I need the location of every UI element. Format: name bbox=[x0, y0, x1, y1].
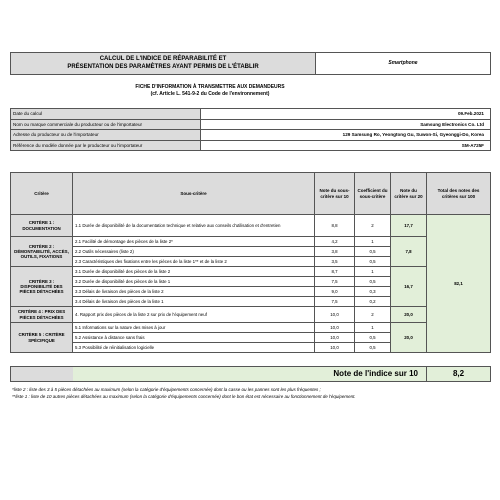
sous-critere-label: 5.3 Possibilité de réinitialisation logicielle bbox=[73, 343, 315, 353]
header-title-cell bbox=[11, 53, 316, 75]
sous-critere-label: 3.3 Délais de livraison des pièces de la liste 2 bbox=[73, 287, 315, 297]
critere-name: CRITÈRE 2 : DÉMONTABILITÉ, ACCÈS, OUTILS, FIXATIONS bbox=[11, 237, 73, 267]
sous-critere-coef: 1 bbox=[355, 237, 391, 247]
sous-critere-coef: 2 bbox=[355, 307, 391, 323]
sous-critere-note: 7,5 bbox=[315, 297, 355, 307]
sous-critere-note: 10,0 bbox=[315, 333, 355, 343]
sous-critere-note: 3,5 bbox=[315, 257, 355, 267]
table-row bbox=[11, 307, 491, 323]
critere-note: 16,7 bbox=[391, 267, 427, 307]
critere-name: CRITÈRE 4 : PRIX DES PIÈCES DÉTACHÉES bbox=[11, 307, 73, 323]
info-value: Samsung Electronics Co. Ltd bbox=[201, 119, 491, 130]
sous-critere-label: 2.3 Caractéristiques des fixations entre les pièces de la liste 1** et de la liste 2 bbox=[73, 257, 315, 267]
sous-critere-note: 10,0 bbox=[315, 323, 355, 333]
table-row bbox=[11, 215, 491, 237]
sous-critere-label: 5.1 Informations sur la nature des mises à jour bbox=[73, 323, 315, 333]
sous-critere-coef: 0,3 bbox=[355, 287, 391, 297]
sous-critere-label: 3.4 Délais de livraison des pièces de la liste 1 bbox=[73, 297, 315, 307]
final-score-value: 8,2 bbox=[427, 367, 491, 382]
sous-critere-label: 1.1 Durée de disponibilité de la documentation technique et relative aux conseils d'utilisation et d'entretien bbox=[73, 215, 315, 237]
sous-critere-note: 8,7 bbox=[315, 267, 355, 277]
footnote: **liste 1 : liste de 10 autres pièces détachées au maximum (selon la catégorie d'équipements concernée) dont le bon état est nécessaire au fonctionnement de l'équipement. bbox=[12, 394, 356, 400]
table-row bbox=[11, 323, 491, 333]
sous-critere-coef: 0,5 bbox=[355, 343, 391, 353]
sous-critere-label: 3.2 Durée de disponibilité des pièces de la liste 1 bbox=[73, 277, 315, 287]
footnotes bbox=[12, 386, 490, 400]
info-value: SM-A725F bbox=[201, 140, 491, 151]
info-value: 129 Samsung Ro, Yeongtong Gu, Suwon-Si, Gyeonggi-Do, Korea bbox=[201, 130, 491, 141]
page-title bbox=[13, 56, 313, 71]
critere-note: 20,0 bbox=[391, 307, 427, 323]
final-score-row bbox=[10, 366, 491, 382]
col-critere: Critère bbox=[11, 173, 73, 215]
final-score-label: Note de l'indice sur 10 bbox=[73, 367, 427, 382]
info-label: Date du calcul bbox=[11, 109, 201, 120]
info-label: Adresse du producteur ou de l'importateur bbox=[11, 130, 201, 141]
col-note-critere: Note du critère sur 20 bbox=[391, 173, 427, 215]
info-label: Référence du modèle donnée par le producteur ou l'importateur bbox=[11, 140, 201, 151]
sous-critere-coef: 0,5 bbox=[355, 247, 391, 257]
sous-critere-note: 10,0 bbox=[315, 343, 355, 353]
info-row bbox=[11, 109, 491, 120]
sous-critere-coef: 1 bbox=[355, 267, 391, 277]
sous-critere-note: 3,8 bbox=[315, 247, 355, 257]
product-type: Smartphone bbox=[388, 59, 418, 66]
sous-critere-coef: 0,5 bbox=[355, 277, 391, 287]
score-table bbox=[10, 172, 491, 353]
col-coef: Coefficient du sous-critère bbox=[355, 173, 391, 215]
table-row bbox=[11, 267, 491, 277]
info-row bbox=[11, 140, 491, 151]
col-note-sous: Note du sous-critère sur 10 bbox=[315, 173, 355, 215]
info-row bbox=[11, 119, 491, 130]
footnote: *liste 2 : liste des 3 à 5 pièces détachées au maximum (selon la catégorie d'équipements concernée) dont la casse ou les pannes sont les plus fréquentes ; bbox=[12, 387, 321, 392]
critere-name: CRITÈRE 1 : DOCUMENTATION bbox=[11, 215, 73, 237]
critere-note: 20,0 bbox=[391, 323, 427, 353]
score-table-header bbox=[11, 173, 491, 215]
product-type-cell bbox=[316, 53, 491, 75]
col-total: Total des notes des critères sur 100 bbox=[427, 173, 491, 215]
sous-critere-note: 8,8 bbox=[315, 215, 355, 237]
sous-critere-note: 7,5 bbox=[315, 277, 355, 287]
sous-critere-note: 9,0 bbox=[315, 287, 355, 297]
sous-critere-label: 2.1 Facilité de démontage des pièces de la liste 2* bbox=[73, 237, 315, 247]
sous-critere-note: 4,2 bbox=[315, 237, 355, 247]
sous-critere-label: 2.2 Outils nécessaires (liste 2) bbox=[73, 247, 315, 257]
sous-critere-label: 5.2 Assistance à distance sans frais bbox=[73, 333, 315, 343]
table-row bbox=[11, 237, 491, 247]
info-row bbox=[11, 130, 491, 141]
header-table bbox=[10, 52, 491, 75]
info-label: Nom ou marque commerciale du producteur ou de l'importateur bbox=[11, 119, 201, 130]
info-table bbox=[10, 108, 491, 151]
title-line-2: PRÉSENTATION DES PARAMÈTRES AYANT PERMIS DE L'ÉTABLIR bbox=[67, 63, 259, 70]
sous-critere-coef: 0,5 bbox=[355, 333, 391, 343]
critere-name: CRITÈRE 3 : DISPONIBILITÉ DES PIÈCES DÉTACHÉES bbox=[11, 267, 73, 307]
total-score: 82,1 bbox=[427, 215, 491, 353]
sous-critere-note: 10,0 bbox=[315, 307, 355, 323]
critere-name: CRITÈRE 5 : CRITÈRE SPÉCIFIQUE bbox=[11, 323, 73, 353]
fiche-line-2: (cf. Article L. 541-9-2 du Code de l'environnement) bbox=[150, 90, 270, 97]
sous-critere-label: 3.1 Durée de disponibilité des pièces de la liste 2 bbox=[73, 267, 315, 277]
col-sous-critere: Sous-critère bbox=[73, 173, 315, 215]
sous-critere-coef: 0,2 bbox=[355, 297, 391, 307]
sous-critere-coef: 0,5 bbox=[355, 257, 391, 267]
critere-note: 7,8 bbox=[391, 237, 427, 267]
critere-note: 17,7 bbox=[391, 215, 427, 237]
title-line-1: CALCUL DE L'INDICE DE RÉPARABILITÉ ET bbox=[99, 56, 227, 62]
fiche-line-1: FICHE D'INFORMATION À TRANSMETTRE AUX DEMANDEURS bbox=[135, 84, 285, 90]
fiche-heading bbox=[100, 84, 320, 97]
sous-critere-coef: 2 bbox=[355, 215, 391, 237]
sous-critere-coef: 1 bbox=[355, 323, 391, 333]
sous-critere-label: 4. Rapport prix des pièces de la liste 2 sur prix de l'équipement neuf bbox=[73, 307, 315, 323]
info-value: 09.Feb.2021 bbox=[201, 109, 491, 120]
final-spacer bbox=[11, 367, 73, 382]
